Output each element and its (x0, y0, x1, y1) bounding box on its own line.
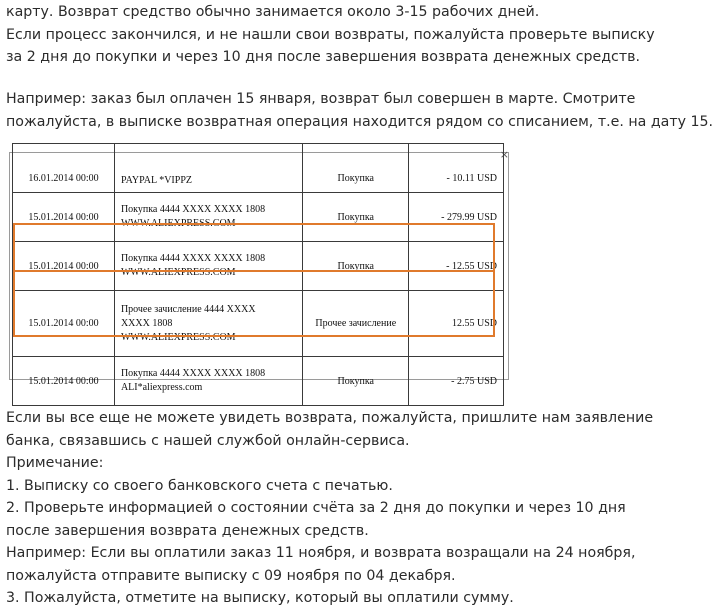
bank-statement-image (9, 148, 509, 393)
amount-cell: 12.55 USD (409, 291, 504, 357)
outro-paragraph (6, 407, 661, 610)
table-row (13, 357, 504, 406)
statement-table (12, 143, 504, 406)
table-row-highlighted (13, 242, 504, 291)
example-line: Например: заказ был оплачен 15 января, возврат был совершен в марте. Смотрите (6, 91, 636, 107)
description-cell (114, 193, 302, 242)
table-row-highlighted (13, 291, 504, 357)
operation-type-cell: Покупка (303, 144, 409, 193)
note-heading: Примечание: (6, 455, 104, 471)
date-cell: 15.01.2014 00:00 (13, 242, 115, 291)
operation-type-cell: Покупка (303, 357, 409, 406)
close-icon: × (499, 148, 509, 161)
intro-line: за 2 дня до покупки и через 10 дня после завершения возврата денежных средств. (6, 49, 640, 65)
note-item: пожалуйста отправите выписку с 09 ноября по 04 декабря. (6, 567, 456, 584)
description-line: WWW.ALIEXPRESS.COM (120, 218, 236, 229)
description-line: ALI*aliexpress.com (120, 382, 203, 393)
description-cell (114, 242, 302, 291)
operation-type-cell: Покупка (303, 193, 409, 242)
operation-type-cell: Прочее зачисление (303, 291, 409, 357)
intro-line: Если процесс закончился, и не нашли свои возвраты, пожалуйста проверьте выписку (6, 26, 655, 43)
description-line: Прочее зачисление 4444 XXXX (120, 303, 256, 315)
amount-cell: - 2.75 USD (409, 357, 504, 406)
description-line: XXXX 1808 (120, 317, 173, 329)
date-cell: 16.01.2014 00:00 (13, 144, 115, 193)
example-line: пожалуйста, в выписке возвратная операция находится рядом со списанием, т.е. на дату 15. (6, 113, 713, 130)
amount-cell: - 12.55 USD (409, 242, 504, 291)
note-item: после завершения возврата денежных средств. (6, 522, 369, 539)
date-cell: 15.01.2014 00:00 (13, 357, 115, 406)
description-line: PAYPAL *VIPPZ (120, 175, 192, 186)
description-line: Покупка 4444 XXXX XXXX 1808 (120, 204, 266, 215)
note-item: 2. Проверьте информацией о состоянии счёта за 2 дня до покупки и через 10 дня (6, 500, 626, 516)
amount-cell: - 10.11 USD (409, 144, 504, 193)
description-line: WWW.ALIEXPRESS.COM (120, 267, 236, 278)
example-paragraph (6, 88, 713, 133)
outro-line: Если вы все еще не можете увидеть возврата, пожалуйста, пришлите нам заявление (6, 410, 654, 426)
note-item: 3. Пожалуйста, отметите на выписку, который вы оплатили сумму. (6, 590, 514, 606)
description-line: WWW.ALIEXPRESS.COM (120, 331, 236, 343)
description-line: Покупка 4444 XXXX XXXX 1808 (120, 253, 266, 264)
date-cell: 15.01.2014 00:00 (13, 193, 115, 242)
operation-type-cell: Покупка (303, 242, 409, 291)
intro-line: карту. Возврат средство обычно занимается около 3-15 рабочих дней. (6, 4, 540, 20)
description-cell (114, 144, 302, 193)
intro-paragraph (6, 1, 661, 69)
highlight-divider (13, 270, 495, 272)
date-cell: 15.01.2014 00:00 (13, 291, 115, 357)
description-cell (114, 291, 302, 357)
table-row (13, 193, 504, 242)
description-cell (114, 357, 302, 406)
note-item: 1. Выписку со своего банковского счета с печатью. (6, 477, 393, 494)
table-row (13, 144, 504, 193)
description-line: Покупка 4444 XXXX XXXX 1808 (120, 368, 266, 379)
note-item: Например: Если вы оплатили заказ 11 ноября, и возврата возращали на 24 ноября, (6, 545, 636, 561)
outro-line: банка, связавшись с нашей службой онлайн-сервиса. (6, 432, 410, 449)
amount-cell: - 279.99 USD (409, 193, 504, 242)
